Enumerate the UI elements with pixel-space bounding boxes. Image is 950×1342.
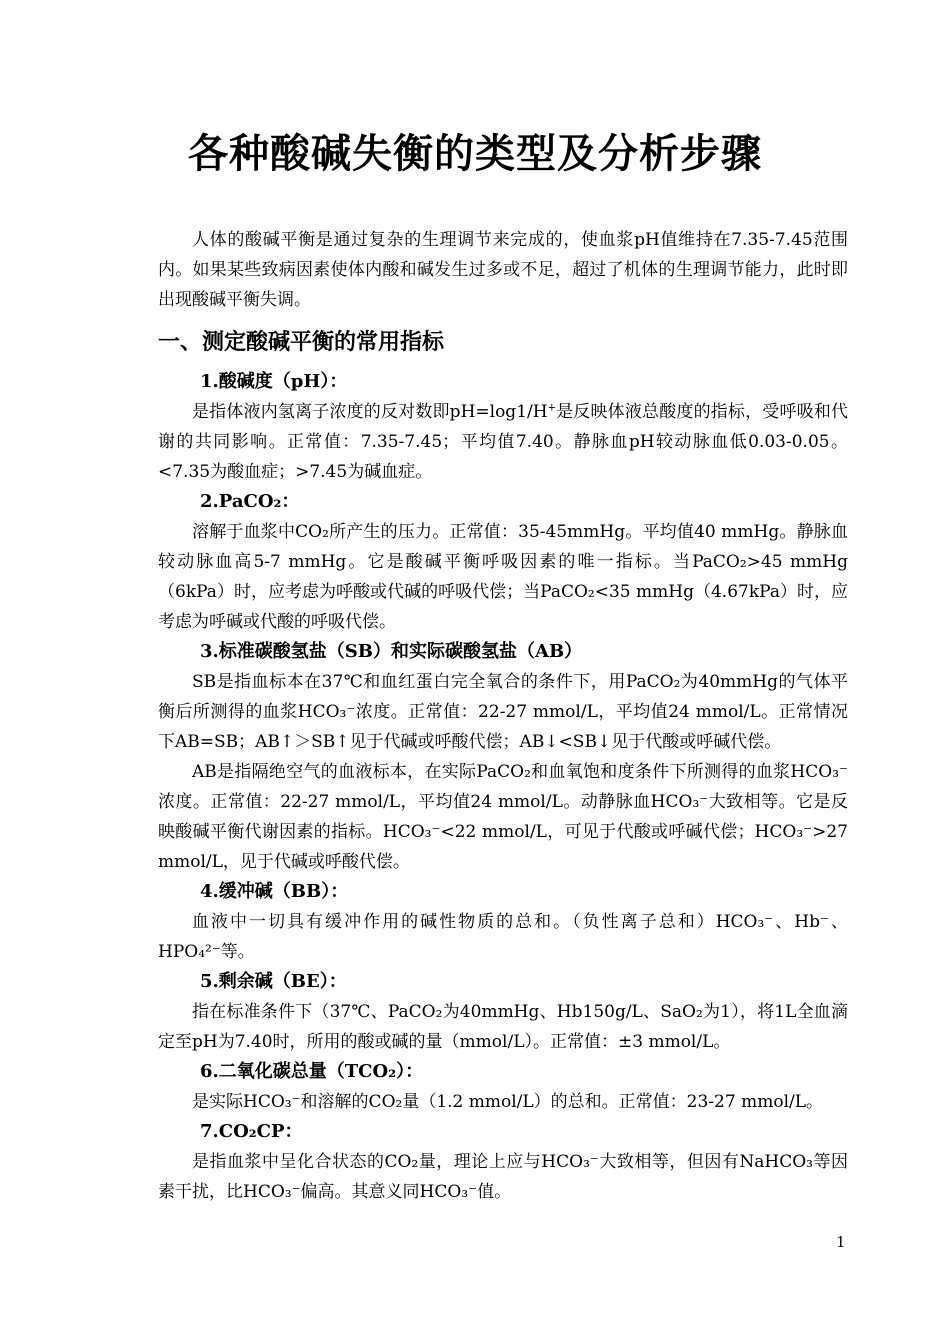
paragraph-ph-part-b: 是反映体液总酸度的指标，受呼吸和代谢的共同影响。正常值：7.35-7.45；平均值7.40。静脉血pH较动脉血低0.03-0.05。<7.35为酸血症；>7.45为碱血症。 — [158, 402, 848, 482]
paragraph-ph — [158, 397, 848, 487]
hydrogen-charge-sup: + — [547, 402, 556, 414]
document-title: 各种酸碱失衡的类型及分析步骤 — [188, 131, 762, 177]
paragraph-be: 指在标准条件下（37℃、PaCO₂为40mmHg、Hb150g/L、SaO₂为1），将1L全血滴定至pH为7.40时，所用的酸或碱的量（mmol/L）。正常值：±3 mmol/L。 — [158, 1002, 848, 1052]
subheading-co2cp: 7.CO₂CP： — [200, 1121, 303, 1142]
subheading-bb: 4.缓冲碱（BB）： — [200, 881, 349, 902]
paragraph-tco2: 是实际HCO₃⁻和溶解的CO₂量（1.2 mmol/L）的总和。正常值：23-27 mmol/L。 — [192, 1092, 824, 1112]
paragraph-bb: 血液中一切具有缓冲作用的碱性物质的总和。（负性离子总和）HCO₃⁻、Hb⁻、HPO₄²⁻等。 — [158, 912, 848, 962]
subheading-be: 5.剩余碱（BE）： — [200, 971, 347, 992]
subheading-paco2: 2.PaCO₂： — [200, 491, 300, 512]
paragraph-ph-part-a: 是指体液内氢离子浓度的反对数即pH=log1/H — [192, 402, 548, 422]
document-body — [158, 225, 848, 1207]
subheading-tco2: 6.二氧化碳总量（TCO₂）： — [200, 1061, 424, 1082]
page-number: 1 — [836, 1233, 846, 1251]
paragraph-ab: AB是指隔绝空气的血液标本，在实际PaCO₂和血氧饱和度条件下所测得的血浆HCO₃⁻浓度。正常值：22-27 mmol/L，平均值24 mmol/L。动静脉血HCO₃⁻大致相等。它是反映酸碱平衡代谢因素的指标。HCO₃⁻<22 mmol/L，可见于代酸或呼碱代偿；HCO₃⁻>27 mmol/L，见于代碱或呼酸代偿。 — [158, 762, 848, 872]
subheading-sb-ab: 3.标准碳酸氢盐（SB）和实际碳酸氢盐（AB） — [200, 641, 583, 662]
intro-paragraph: 人体的酸碱平衡是通过复杂的生理调节来完成的，使血浆pH值维持在7.35-7.45范围内。如果某些致病因素使体内酸和碱发生过多或不足，超过了机体的生理调节能力，此时即出现酸碱平衡失调。 — [158, 230, 848, 310]
paragraph-co2cp: 是指血浆中呈化合状态的CO₂量，理论上应与HCO₃⁻大致相等，但因有NaHCO₃等因素干扰，比HCO₃⁻偏高。其意义同HCO₃⁻值。 — [158, 1152, 848, 1202]
paragraph-paco2: 溶解于血浆中CO₂所产生的压力。正常值：35-45mmHg。平均值40 mmHg。静脉血较动脉血高5-7 mmHg。它是酸碱平衡呼吸因素的唯一指标。当PaCO₂>45 mmHg（6kPa）时，应考虑为呼酸或代碱的呼吸代偿；当PaCO₂<35 mmHg（4.67kPa）时，应考虑为呼碱或代酸的呼吸代偿。 — [158, 522, 848, 632]
subheading-ph: 1.酸碱度（pH）： — [200, 371, 348, 392]
paragraph-sb: SB是指血标本在37℃和血红蛋白完全氧合的条件下，用PaCO₂为40mmHg的气体平衡后所测得的血浆HCO₃⁻浓度。正常值：22-27 mmol/L，平均值24 mmol/L。正常情况下AB=SB；AB↑＞SB↑见于代碱或呼酸代偿；AB↓<SB↓见于代酸或呼碱代偿。 — [158, 672, 848, 752]
section-heading-indicators: 一、测定酸碱平衡的常用指标 — [158, 330, 445, 355]
